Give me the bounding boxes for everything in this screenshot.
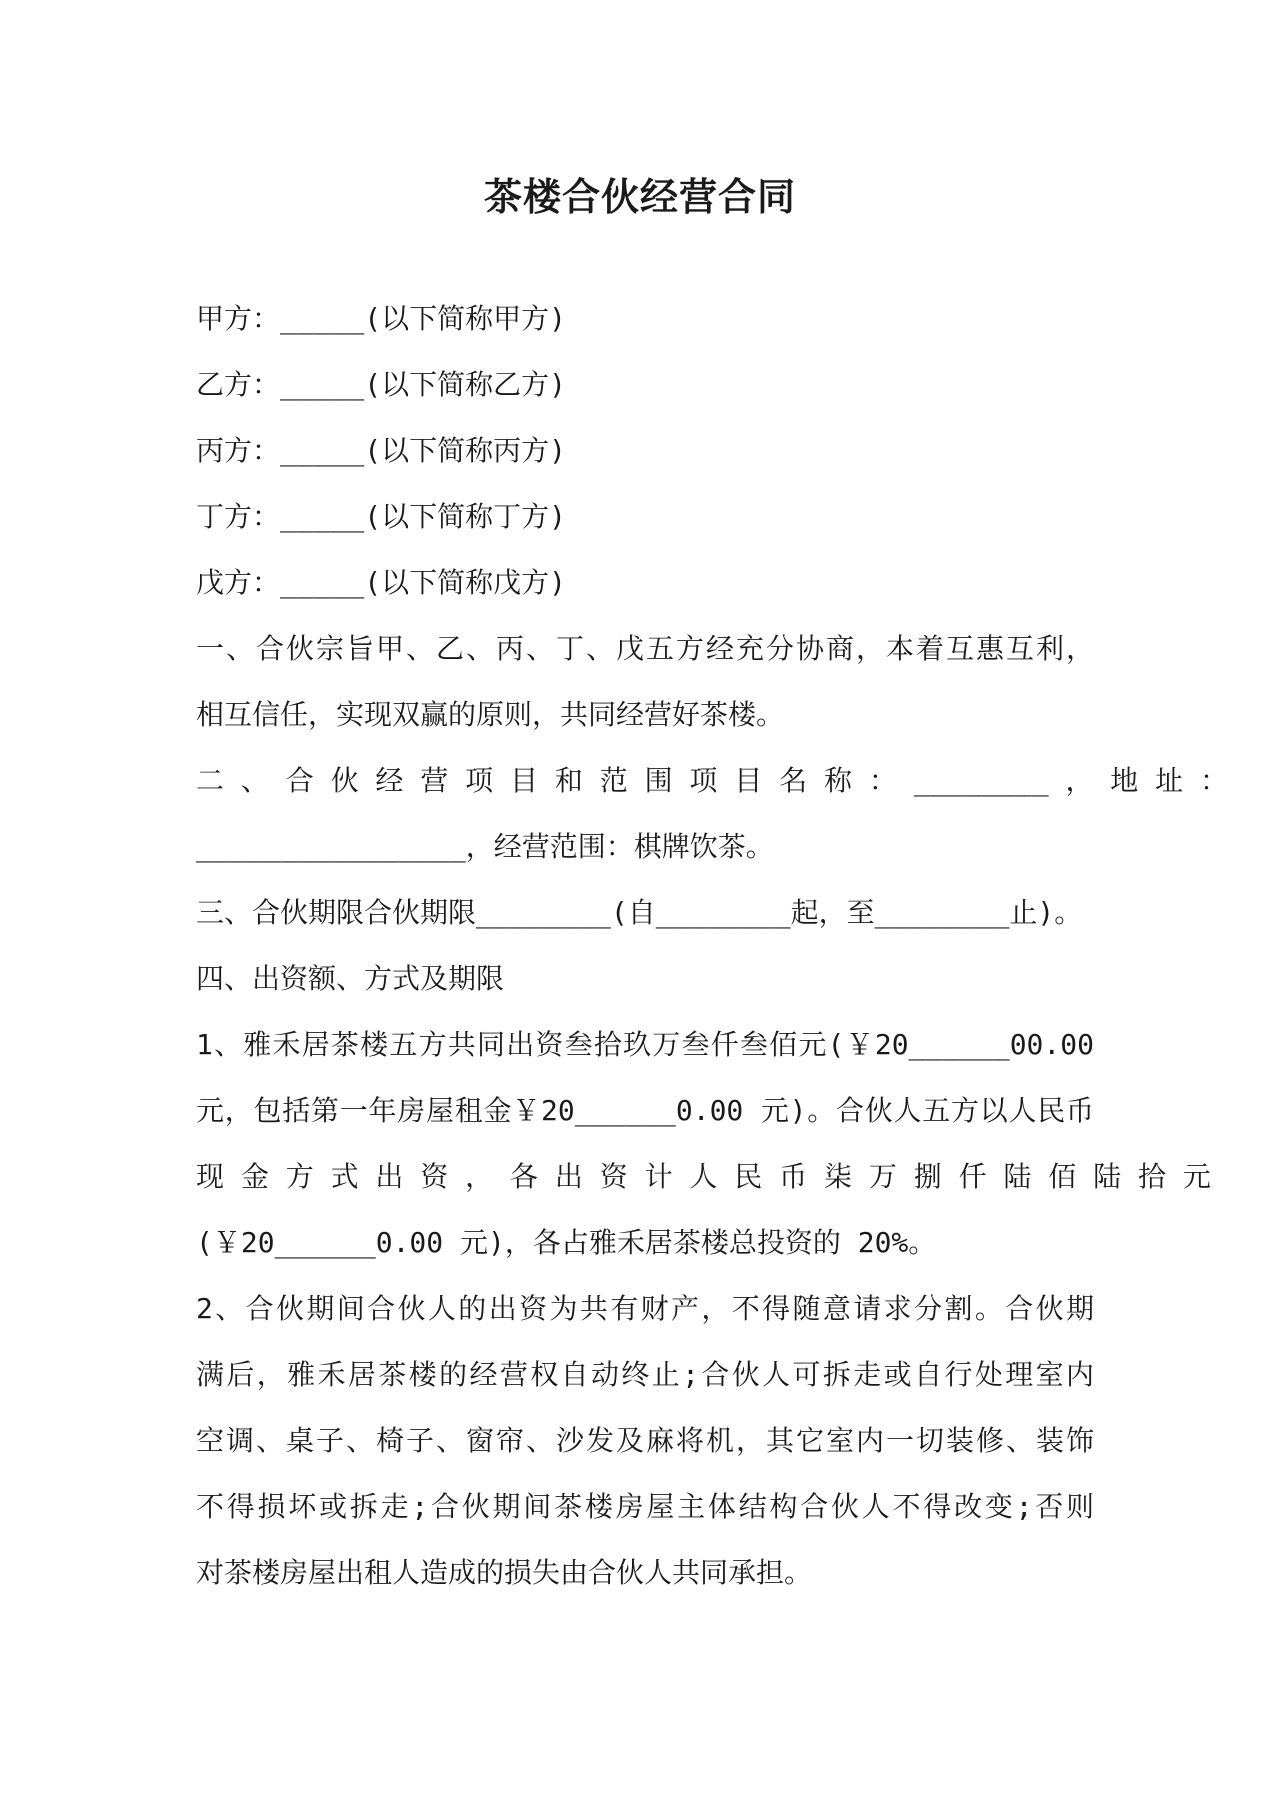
clause-1-line-2: 相互信任，实现双赢的原则，共同经营好茶楼。 (196, 698, 785, 731)
party-c-line: 丙方：_____(以下简称丙方) (196, 434, 567, 467)
party-b-line: 乙方：_____(以下简称乙方) (196, 368, 567, 401)
party-a-line: 甲方：_____(以下简称甲方) (196, 302, 567, 335)
item-2-line-1: 2、合伙期间合伙人的出资为共有财产，不得随意请求分割。合伙期 (196, 1292, 1094, 1325)
item-2-line-5: 对茶楼房屋出租人造成的损失由合伙人共同承担。 (196, 1556, 813, 1589)
clause-3-line: 三、合伙期限合伙期限________(自________起，至________止)。 (196, 896, 1083, 929)
clause-2-line-2: ________________，经营范围：棋牌饮茶。 (196, 830, 774, 863)
party-d-line: 丁方：_____(以下简称丁方) (196, 500, 567, 533)
clause-4-heading: 四、出资额、方式及期限 (196, 962, 505, 995)
party-e-line: 戊方：_____(以下简称戊方) (196, 566, 567, 599)
item-2-line-2: 满后，雅禾居茶楼的经营权自动终止;合伙人可拆走或自行处理室内 (196, 1358, 1094, 1391)
item-2-line-3: 空调、桌子、椅子、窗帘、沙发及麻将机，其它室内一切装修、装饰 (196, 1424, 1094, 1457)
item-1-line-1: 1、雅禾居茶楼五方共同出资叁拾玖万叁仟叁佰元(￥20______00.00 (196, 1028, 1094, 1061)
document-title: 茶楼合伙经营合同 (483, 174, 796, 219)
item-2-line-4: 不得损坏或拆走;合伙期间茶楼房屋主体结构合伙人不得改变;否则 (196, 1490, 1094, 1523)
item-1-line-3: 现 金 方 式 出 资 ， 各 出 资 计 人 民 币 柒 万 捌 仟 陆 佰 陆 拾 元 (196, 1160, 1211, 1193)
clause-1-line-1: 一、合伙宗旨甲、乙、丙、丁、戊五方经充分协商，本着互惠互利， (196, 632, 1094, 665)
document-body (196, 286, 1229, 1606)
clause-2-line-1: 二 、 合 伙 经 营 项 目 和 范 围 项 目 名 称 ： ________ ， 地 址 ： (196, 764, 1229, 797)
item-1-line-2: 元，包括第一年房屋租金￥20______0.00 元)。合伙人五方以人民币 (196, 1094, 1094, 1127)
item-1-line-4: (￥20______0.00 元)，各占雅禾居茶楼总投资的 20%。 (196, 1226, 937, 1259)
